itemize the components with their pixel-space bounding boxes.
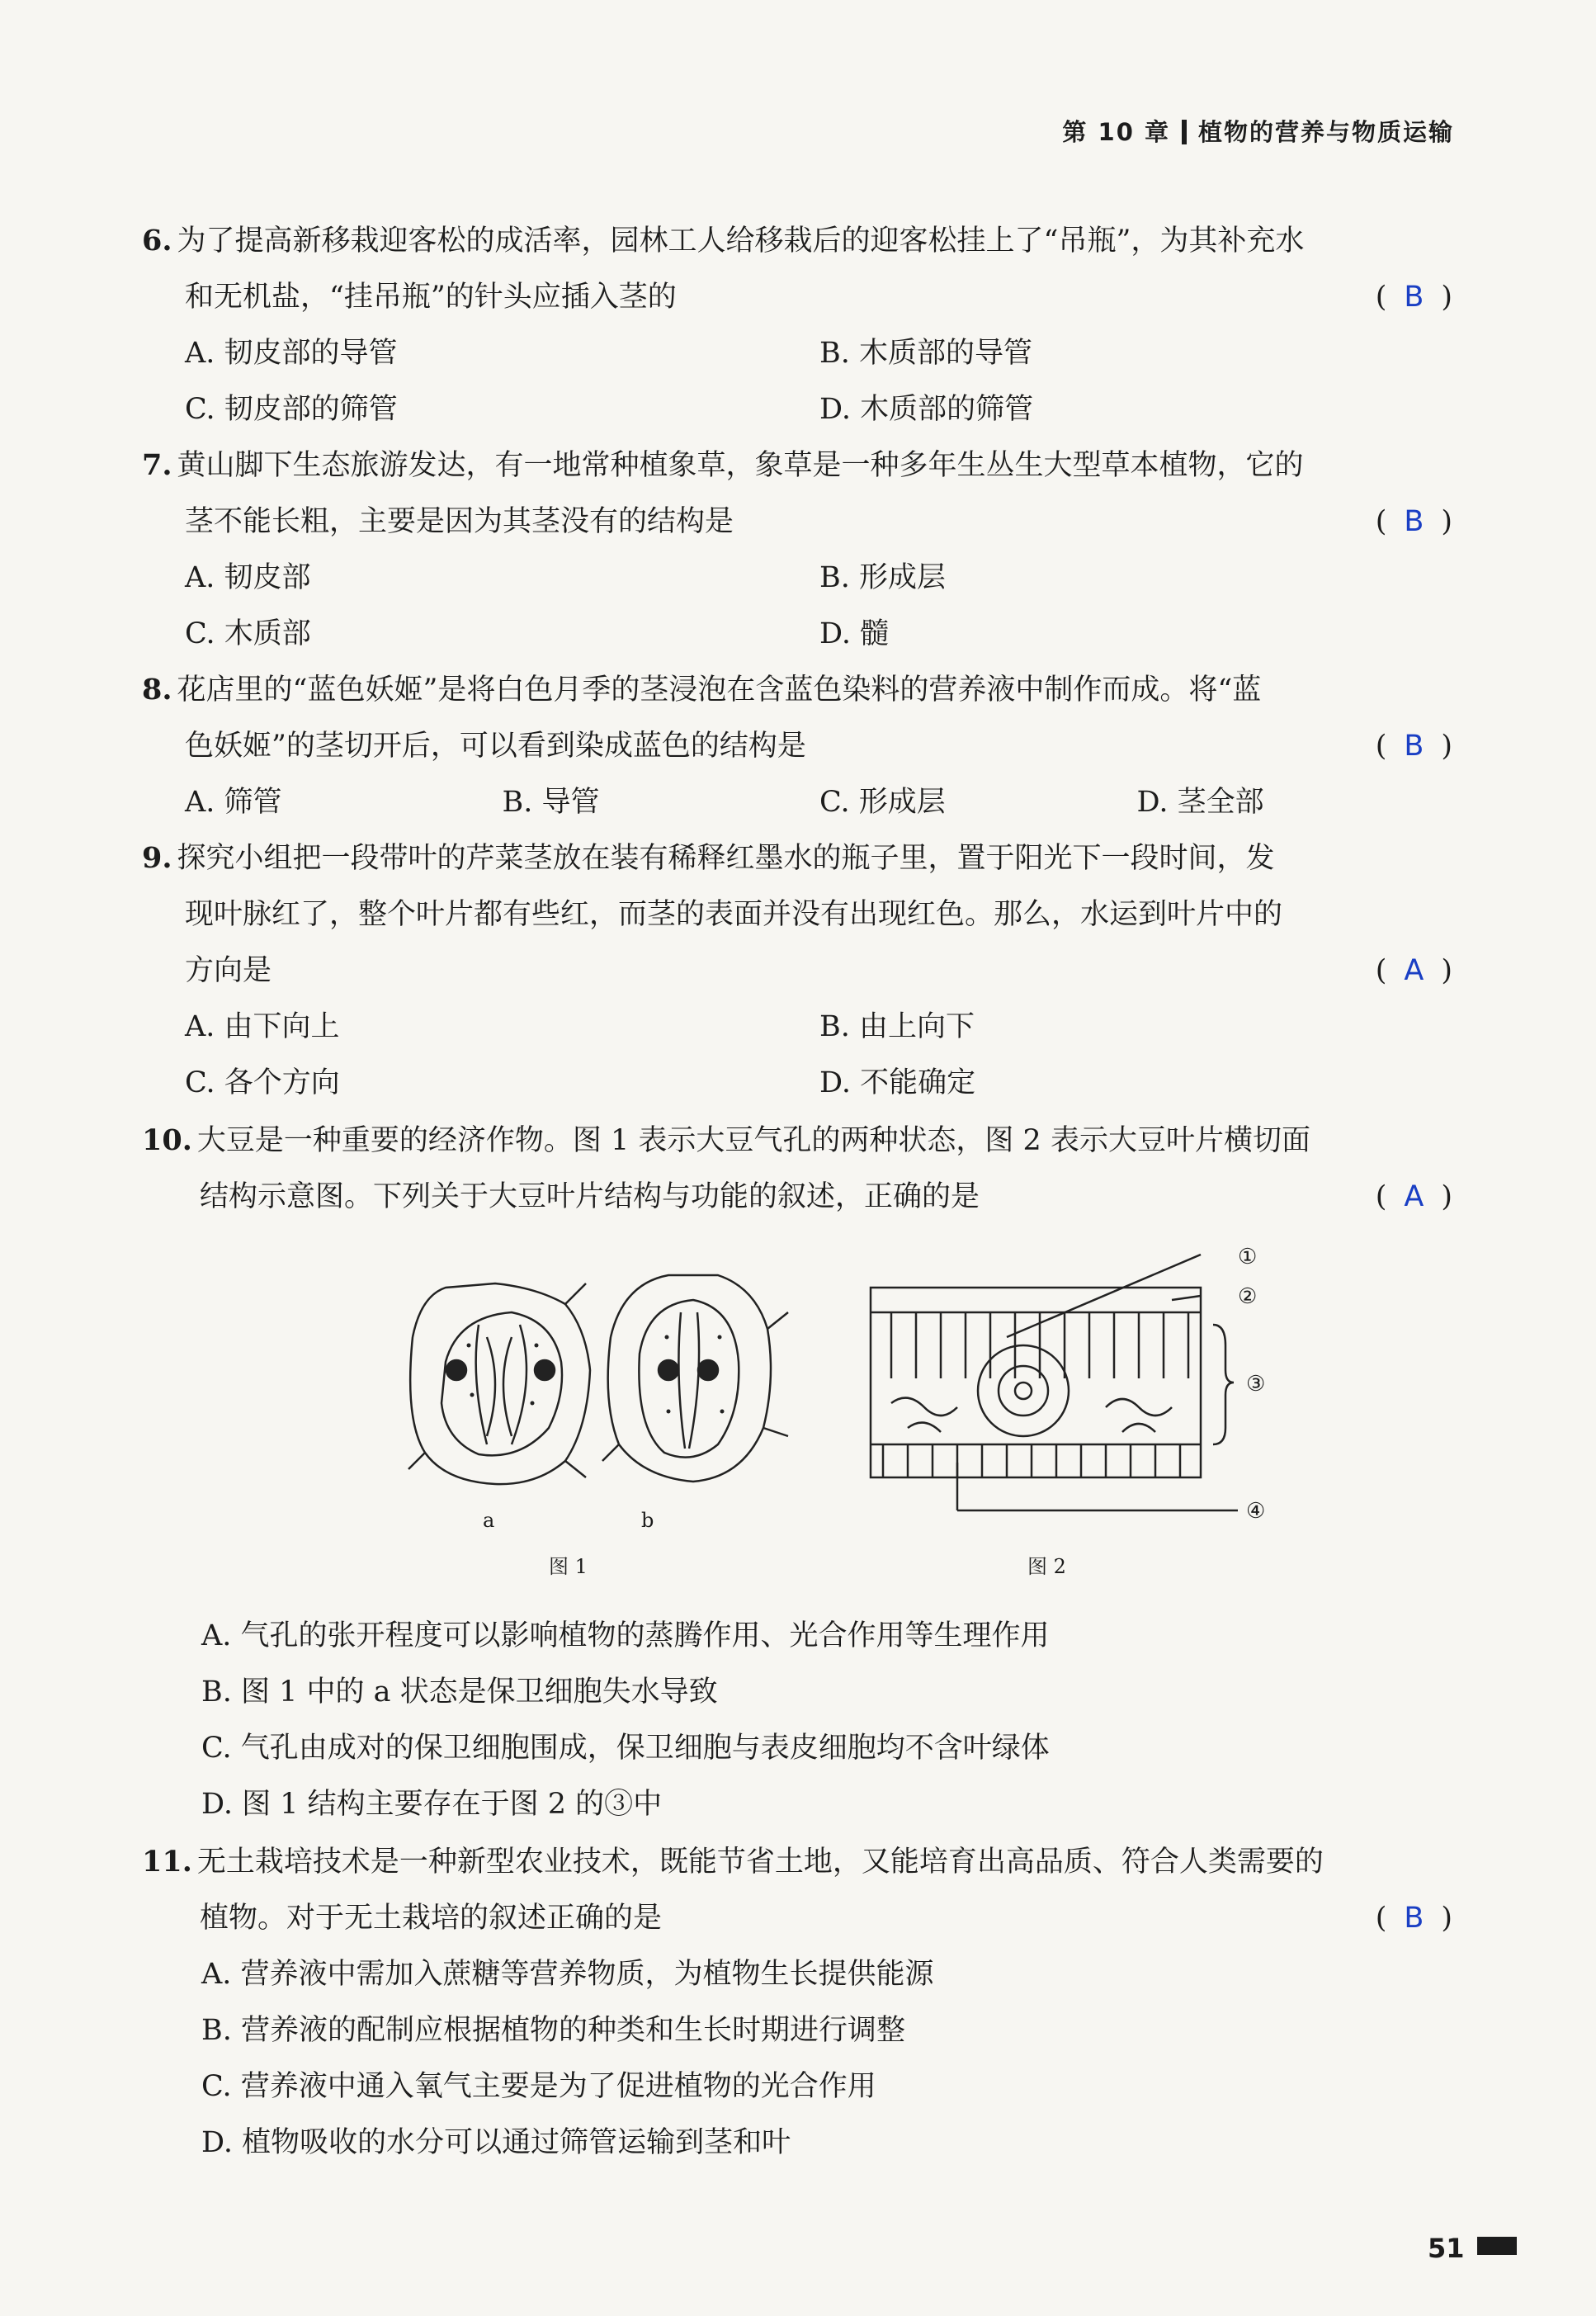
option: A. 韧皮部的导管 [185,337,398,370]
question-11 [142,1834,1454,2171]
option: C. 各个方向 [185,1066,340,1099]
question-text-line: 方向是 [185,954,272,987]
option: C. 韧皮部的筛管 [185,393,398,426]
options-row [142,550,1454,606]
options-row [142,381,1454,437]
answer-letter: A [1404,1180,1426,1213]
question-text-line: 和无机盐，“挂吊瓶”的针头应插入茎的 [185,281,677,314]
option: A. 由下向上 [185,1010,340,1043]
question-text-line: 茎不能长粗，主要是因为其茎没有的结构是 [185,505,734,538]
option: C. 形成层 [819,786,946,819]
option: A. 筛管 [185,786,282,819]
figures-area [396,1238,1469,1601]
options-row [142,774,1454,830]
chapter-header [1062,114,1454,148]
answer-letter: B [1404,505,1426,538]
page-number: 51 [1428,2233,1465,2264]
option: D. 茎全部 [1136,786,1264,819]
options-row [142,606,1454,662]
question-10 [142,1113,1454,1225]
chapter-title: 植物的营养与物质运输 [1197,118,1454,146]
question-text-line: 结构示意图。下列关于大豆叶片结构与功能的叙述，正确的是 [200,1180,980,1213]
answer-letter: B [1404,1902,1426,1935]
figure-2-caption: 图 2 [1027,1555,1066,1578]
question-text-line: 植物。对于无土栽培的叙述正确的是 [200,1902,663,1935]
question-8 [142,662,1454,830]
header-separator [1182,120,1187,144]
figure-2-label-1: ① [1238,1245,1258,1269]
question-number: 8. [142,673,172,707]
figure-2-label-2: ② [1238,1284,1258,1309]
option: B. 木质部的导管 [819,337,1032,370]
question-number: 9. [142,841,172,875]
answer-bracket: ( B ) [1376,269,1454,325]
option: D. 木质部的筛管 [819,393,1034,426]
option: A. 韧皮部 [185,561,311,594]
answer-letter: A [1404,954,1426,987]
question-text-line: 色妖姬”的茎切开后，可以看到染成蓝色的结构是 [185,730,806,763]
question-6 [142,213,1454,437]
question-7 [142,437,1454,662]
option: B. 由上向下 [819,1010,975,1043]
figure-1-label-a: a [483,1509,495,1532]
answer-bracket: ( A ) [1376,943,1454,999]
figure-2-label-3: ③ [1246,1372,1266,1397]
option: D. 植物吸收的水分可以通过筛管运输到茎和叶 [201,2126,791,2159]
question-10-options [142,1608,1454,1832]
option: A. 营养液中需加入蔗糖等营养物质，为植物生长提供能源 [201,1958,934,1991]
option: C. 营养液中通入氧气主要是为了促进植物的光合作用 [201,2070,876,2103]
option: C. 木质部 [185,617,311,650]
page-mark [1477,2237,1517,2255]
question-text-line: 花店里的“蓝色妖姬”是将白色月季的茎浸泡在含蓝色染料的营养液中制作而成。将“蓝 [177,674,1262,707]
figure-2-label-4: ④ [1246,1499,1266,1524]
option: A. 气孔的张开程度可以影响植物的蒸腾作用、光合作用等生理作用 [201,1619,1050,1652]
question-text-line: 探究小组把一段带叶的芹菜茎放在装有稀释红墨水的瓶子里，置于阳光下一段时间，发 [177,842,1275,875]
option: B. 营养液的配制应根据植物的种类和生长时期进行调整 [201,2014,905,2047]
options-row [142,999,1454,1055]
figure-illustrations [396,1238,1469,1601]
option: B. 图 1 中的 a 状态是保卫细胞失水导致 [201,1676,718,1709]
figure-1-caption: 图 1 [549,1555,588,1578]
question-number: 7. [142,448,172,482]
figure-2-leaf-section [871,1255,1238,1510]
options-row [142,1055,1454,1111]
answer-bracket: ( B ) [1376,494,1454,550]
answer-letter: B [1404,730,1426,763]
options-row [142,325,1454,381]
question-text-line: 大豆是一种重要的经济作物。图 1 表示大豆气孔的两种状态，图 2 表示大豆叶片横切面 [196,1124,1310,1157]
option: C. 气孔由成对的保卫细胞围成，保卫细胞与表皮细胞均不含叶绿体 [201,1732,1050,1765]
answer-bracket: ( B ) [1376,1890,1454,1946]
question-text-line: 无土栽培技术是一种新型农业技术，既能节省土地，又能培育出高品质、符合人类需要的 [196,1846,1324,1879]
option: D. 不能确定 [819,1066,976,1099]
question-9 [142,830,1454,1111]
answer-bracket: ( B ) [1376,718,1454,774]
option: B. 导管 [502,786,600,819]
answer-bracket: ( A ) [1376,1169,1454,1225]
option: D. 图 1 结构主要存在于图 2 的③中 [201,1788,663,1821]
option: B. 形成层 [819,561,946,594]
figure-1-label-b: b [641,1509,654,1532]
chapter-number: 第 10 章 [1062,118,1170,146]
question-number: 10. [142,1123,192,1157]
question-number: 11. [142,1845,192,1879]
figure-1-stomata [408,1275,788,1484]
question-text-line: 黄山脚下生态旅游发达，有一地常种植象草，象草是一种多年生丛生大型草本植物，它的 [177,449,1304,482]
question-text-line: 现叶脉红了，整个叶片都有些红，而茎的表面并没有出现红色。那么，水运到叶片中的 [185,898,1283,931]
answer-letter: B [1404,281,1426,314]
question-text-line: 为了提高新移栽迎客松的成活率，园林工人给移栽后的迎客松挂上了“吊瓶”，为其补充水 [177,225,1305,258]
option: D. 髓 [819,617,890,650]
question-number: 6. [142,224,172,258]
